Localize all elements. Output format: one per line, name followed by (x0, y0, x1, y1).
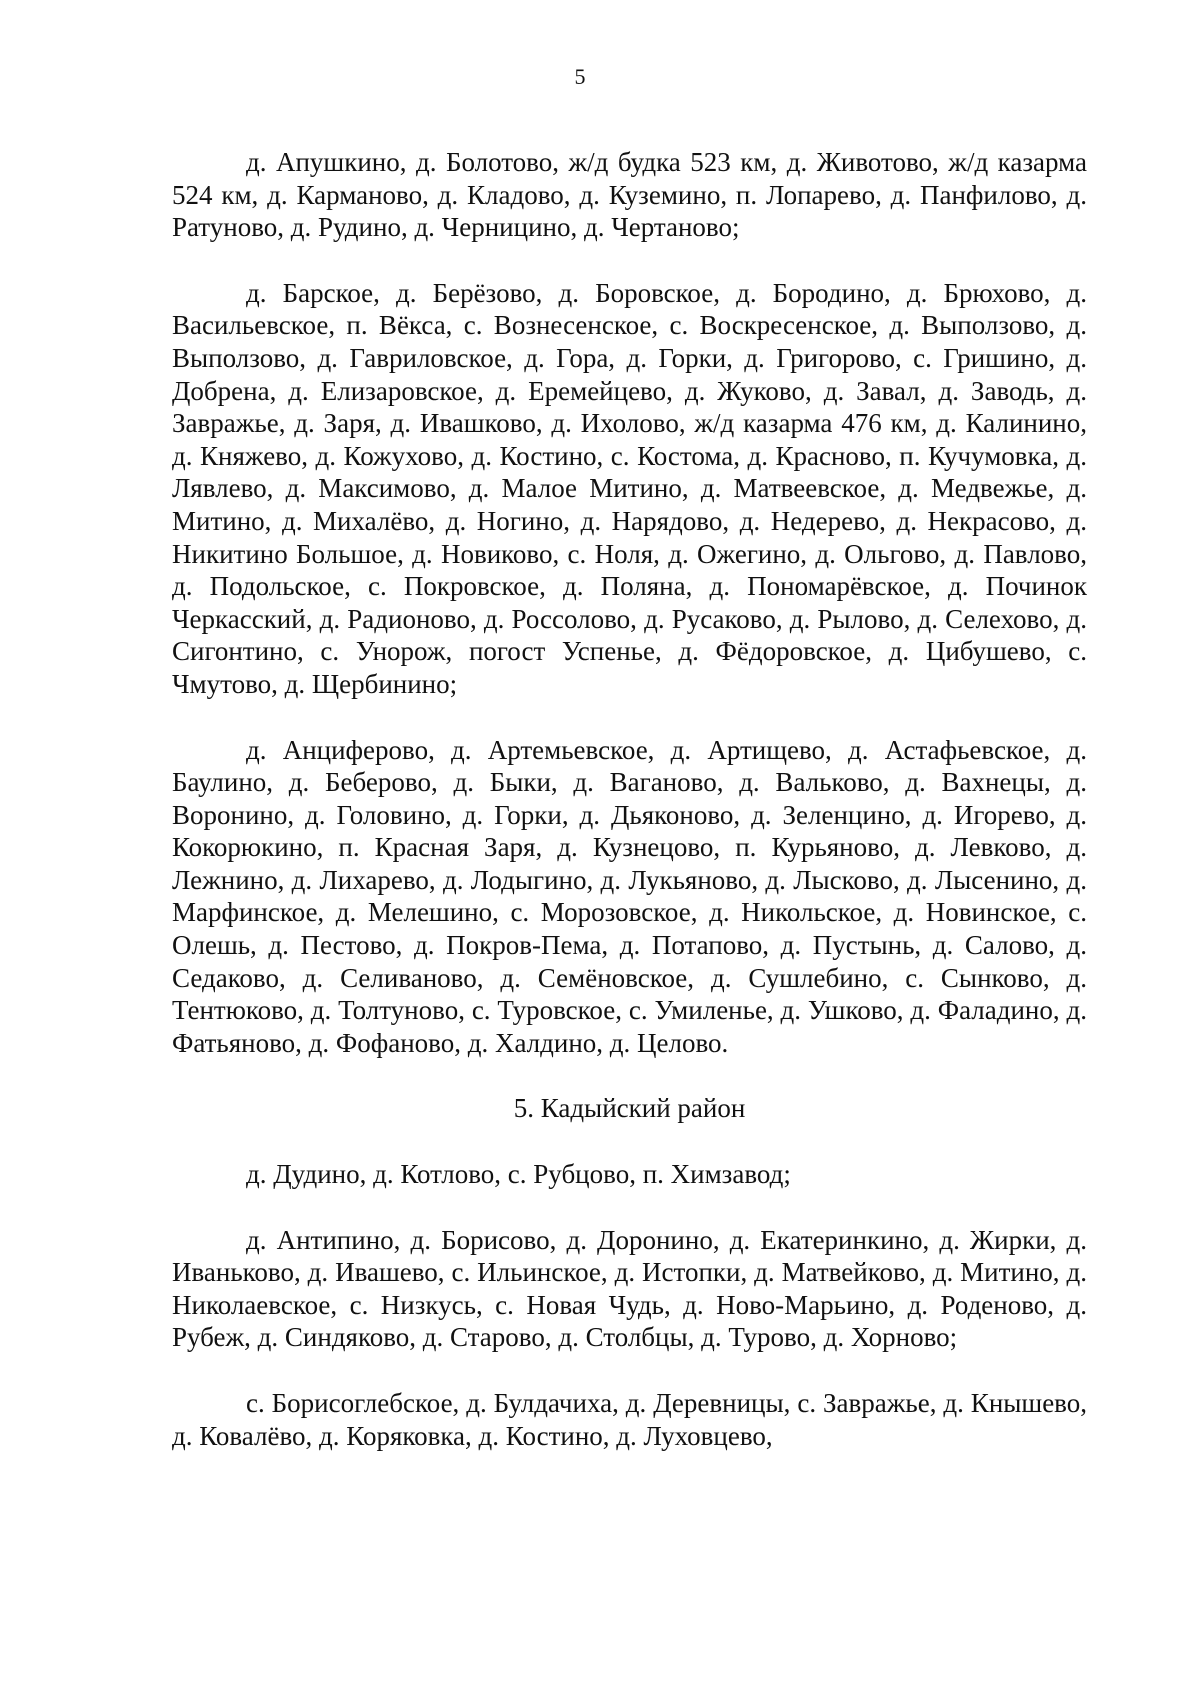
settlement-list-paragraph: д. Антипино, д. Борисово, д. Доронино, д. Екатеринкино, д. Жирки, д. Иваньково, д. Ивашево, с. Ильинское, д. Истопки, д. Матвейково, д. Митино, д. Николаевское, с. Низкусь, с. Новая Чудь, д. Ново-Марьино, д. Роденово, д. Рубеж, д. Синдяково, д. Старово, д. Столбцы, д. Турово, д. Хорново; (172, 1224, 1087, 1353)
page-number: 5 (574, 64, 586, 89)
settlement-list-paragraph: д. Анциферово, д. Артемьевское, д. Артищево, д. Астафьевское, д. Баулино, д. Беберово, д. Быки, д. Ваганово, д. Вальково, д. Вахнецы, д. Воронино, д. Головино, д. Горки, д. Дьяконово, д. Зеленцино, д. Игорево, д. Кокорюкино, п. Красная Заря, д. Кузнецово, п. Курьяново, д. Левково, д. Лежнино, д. Лихарево, д. Лодыгино, д. Лукьяново, д. Лысково, д. Лысенино, д. Марфинское, д. Мелешино, с. Морозовское, д. Никольское, д. Новинское, с. Олешь, д. Пестово, д. Покров-Пема, д. Потапово, д. Пустынь, д. Салово, д. Седаково, д. Селиваново, д. Семёновское, д. Сушлебино, с. Сынково, д. Тентюково, д. Толтуново, с. Туровское, с. Умиленье, д. Ушково, д. Фаладино, д. Фатьяново, д. Фофаново, д. Халдино, д. Целово. (172, 734, 1087, 1058)
settlement-list-paragraph: д. Барское, д. Берёзово, д. Боровское, д. Бородино, д. Брюхово, д. Васильевское, п. Вёкса, с. Вознесенское, с. Воскресенское, д. Выползово, д. Выползово, д. Гавриловское, д. Гора, д. Горки, д. Григорово, с. Гришино, д. Добрена, д. Елизаровское, д. Еремейцево, д. Жуково, д. Завал, д. Заводь, д. Завражье, д. Заря, д. Ивашково, д. Ихолово, ж/д казарма 476 км, д. Калинино, д. Княжево, д. Кожухово, д. Костино, с. Костома, д. Красново, п. Кучумовка, д. Лявлево, д. Максимово, д. Малое Митино, д. Матвеевское, д. Медвежье, д. Митино, д. Михалёво, д. Ногино, д. Нарядово, д. Недерево, д. Некрасово, д. Никитино Большое, д. Новиково, с. Ноля, д. Ожегино, д. Ольгово, д. Павлово, д. Подольское, с. Покровское, д. Поляна, д. Пономарёвское, д. Починок Черкасский, д. Радионово, д. Россолово, д. Русаково, д. Рылово, д. Селехово, д. Сигонтино, с. Унорож, погост Успенье, д. Фёдоровское, д. Цибушево, с. Чмутово, д. Щербинино; (172, 277, 1087, 699)
settlement-list-paragraph: д. Дудино, д. Котлово, с. Рубцово, п. Химзавод; (246, 1159, 791, 1190)
settlement-list-paragraph: д. Апушкино, д. Болотово, ж/д будка 523 км, д. Животово, ж/д казарма 524 км, д. Карманово, д. Кладово, д. Куземино, п. Лопарево, д. Панфилово, д. Ратуново, д. Рудино, д. Черницино, д. Чертаново; (172, 147, 1087, 243)
section-heading: 5. Кадыйский район (513, 1093, 746, 1124)
document-body (172, 146, 1087, 1485)
settlement-list-paragraph: с. Борисоглебское, д. Булдачиха, д. Деревницы, с. Завражье, д. Кнышево, д. Ковалёво, д. Коряковка, д. Костино, д. Луховцево, (172, 1388, 1087, 1451)
